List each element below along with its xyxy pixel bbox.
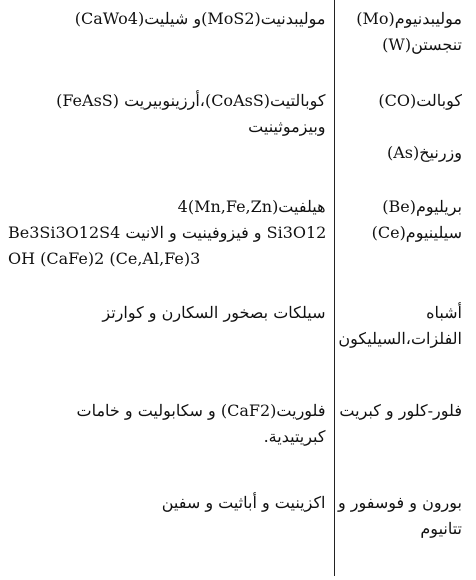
minerals-cell — [0, 188, 334, 294]
element-cell — [334, 82, 470, 188]
element-cell — [334, 392, 470, 484]
element-cell — [334, 188, 470, 294]
element-cell — [334, 484, 470, 576]
minerals-cell — [0, 484, 334, 576]
element-text: بريليوم(Be) — [382, 197, 462, 216]
table-row — [0, 484, 470, 576]
minerals-cell — [0, 0, 334, 82]
element-text: فلور-كلور و كبريت — [339, 401, 462, 420]
element-cell — [334, 294, 470, 392]
table-row — [0, 188, 470, 294]
element-text: تتانيوم — [420, 519, 462, 538]
element-text: سيلينيوم(Ce) — [371, 223, 462, 242]
minerals-text: هيلفيت(Mn,Fe,Zn)4 — [177, 197, 326, 216]
minerals-cell — [0, 294, 334, 392]
minerals-text: وبيزموثينيت — [248, 117, 326, 136]
minerals-text: سيلكات بصخور السكارن و كوارتز — [102, 303, 326, 322]
minerals-cell — [0, 392, 334, 484]
element-text: الفلزات،السيليكون — [338, 329, 462, 348]
element-text: موليبدنيوم(Mo) — [356, 9, 462, 28]
minerals-text: اكزينيت و أباثيت و سفين — [161, 493, 326, 512]
minerals-text: كوبالتيت(CoAsS)،أرزينوبيريت (FeAsS) — [56, 91, 326, 110]
element-text: أشباه — [426, 303, 462, 322]
minerals-text: موليبدنيت(MoS2)و شيليت(CaWo4) — [74, 9, 326, 28]
table-row — [0, 294, 470, 392]
table-row — [0, 82, 470, 188]
element-text: تنجستن(W) — [382, 35, 462, 54]
element-cell — [334, 0, 470, 82]
element-text: بورون و فوسفور و — [337, 493, 462, 512]
minerals-text: كبريتيدية. — [263, 427, 326, 446]
element-text: كوبالت(CO) — [378, 91, 462, 110]
table-row — [0, 0, 470, 82]
minerals-cell — [0, 82, 334, 188]
minerals-text: Be3Si3O12S4 و فيزوفينيت و الانيت Si3O12 — [8, 223, 327, 242]
minerals-text: فلوريت(CaF2) و سكابوليت و خامات — [76, 401, 326, 420]
element-text: وزرنيخ(As) — [386, 143, 462, 162]
minerals-text: OH (CaFe)2 (Ce,Al,Fe)3 — [8, 249, 201, 268]
table-row — [0, 392, 470, 484]
